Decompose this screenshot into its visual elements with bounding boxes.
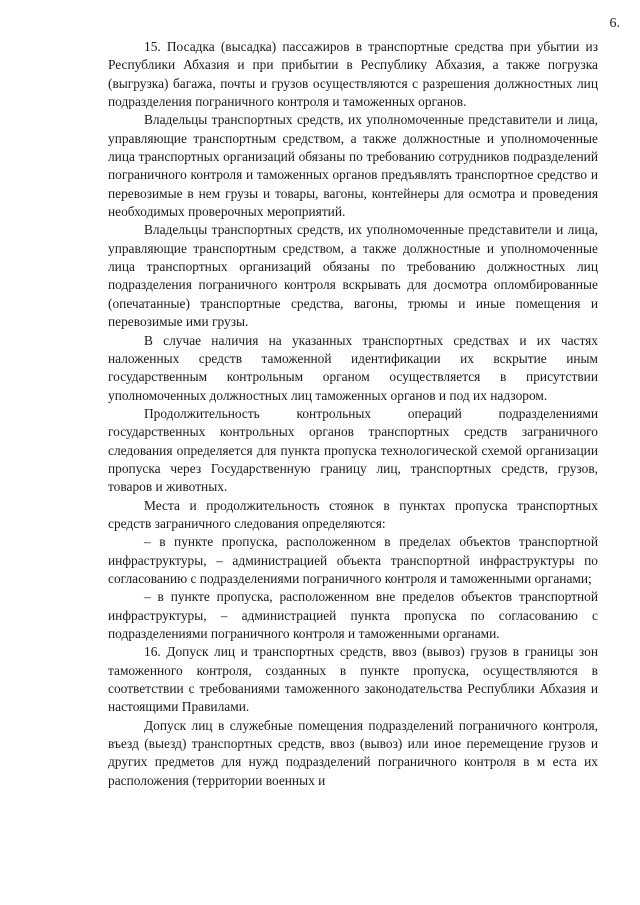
paragraph-vehicle-owners-sealed: Владельцы транспортных средств, их уполномоченные представители и лица, управляющие транспортным средством, а также должностные и уполномоченные лица транспортных организаций обязаны по требованию должностных лиц подразделения пограничного контроля вскрывать для досмотра опломбированные (опечатанные) транспортные средства, вагоны, трюмы и иные помещения и перевозимые ими грузы. bbox=[108, 222, 598, 330]
list-item-outside-infrastructure: – в пункте пропуска, расположенном вне пределов объектов транспортной инфраструктуры, – администрацией пункта пропуска по согласованию с подразделениями пограничного контроля и таможенными органами. bbox=[108, 589, 598, 641]
paragraph-vehicle-owners-inspection: Владельцы транспортных средств, их уполномоченные представители и лица, управляющие транспортным средством, а также должностные и уполномоченные лица транспортных организаций обязаны по требованию сотрудников подразделений пограничного контроля и таможенных органов предъявлять транспортное средство и перевозимые в нем грузы и товары, вагоны, контейнеры для осмотра и проведения необходимых проверочных мероприятий. bbox=[108, 112, 598, 220]
paragraph-service-premises: Допуск лиц в служебные помещения подразделений пограничного контроля, въезд (выезд) транспортных средств, ввоз (вывоз) или иное перемещение грузов и других предметов для нужд подразделений пограничного контроля в м еста их расположения (территории военных и bbox=[108, 717, 598, 788]
list-item-within-infrastructure: – в пункте пропуска, расположенном в пределах объектов транспортной инфраструктуры, – администрацией объекта транспортной инфраструктуры по согласованию с подразделениями пограничного контроля и таможенными органами; bbox=[108, 534, 598, 586]
page-number: 6. bbox=[609, 16, 620, 31]
document-body bbox=[108, 38, 598, 790]
paragraph-control-duration: Продолжительность контрольных операций подразделениями государственных контрольных органов транспортных средств заграничного следования определяется для пункта пропуска технологической схемой организации пропуска через Государственную границу лиц, транспортных средств, грузов, товаров и животных. bbox=[108, 405, 598, 495]
paragraph-15-boarding: 15. Посадка (высадка) пассажиров в транспортные средства при убытии из Республики Абхазия и при прибытии в Республику Абхазия, а также погрузка (выгрузка) багажа, почты и грузов осуществляются с разрешения должностных лиц подразделения пограничного контроля и таможенных органов. bbox=[108, 39, 598, 110]
paragraph-customs-identification: В случае наличия на указанных транспортных средствах и их частях наложенных средств таможенной идентификации их вскрытие иным государственным контрольным органом осуществляется в присутствии уполномоченных должностных лиц таможенных органов и под их надзором. bbox=[108, 332, 598, 403]
paragraph-parking-places: Места и продолжительность стоянок в пунктах пропуска транспортных средств заграничного следования определяются: bbox=[108, 497, 598, 531]
paragraph-16-admission: 16. Допуск лиц и транспортных средств, ввоз (вывоз) грузов в границы зон таможенного контроля, созданных в пункте пропуска, осуществляются в соответствии с требованиями таможенного законодательства Республики Абхазия и настоящими Правилами. bbox=[108, 644, 598, 715]
